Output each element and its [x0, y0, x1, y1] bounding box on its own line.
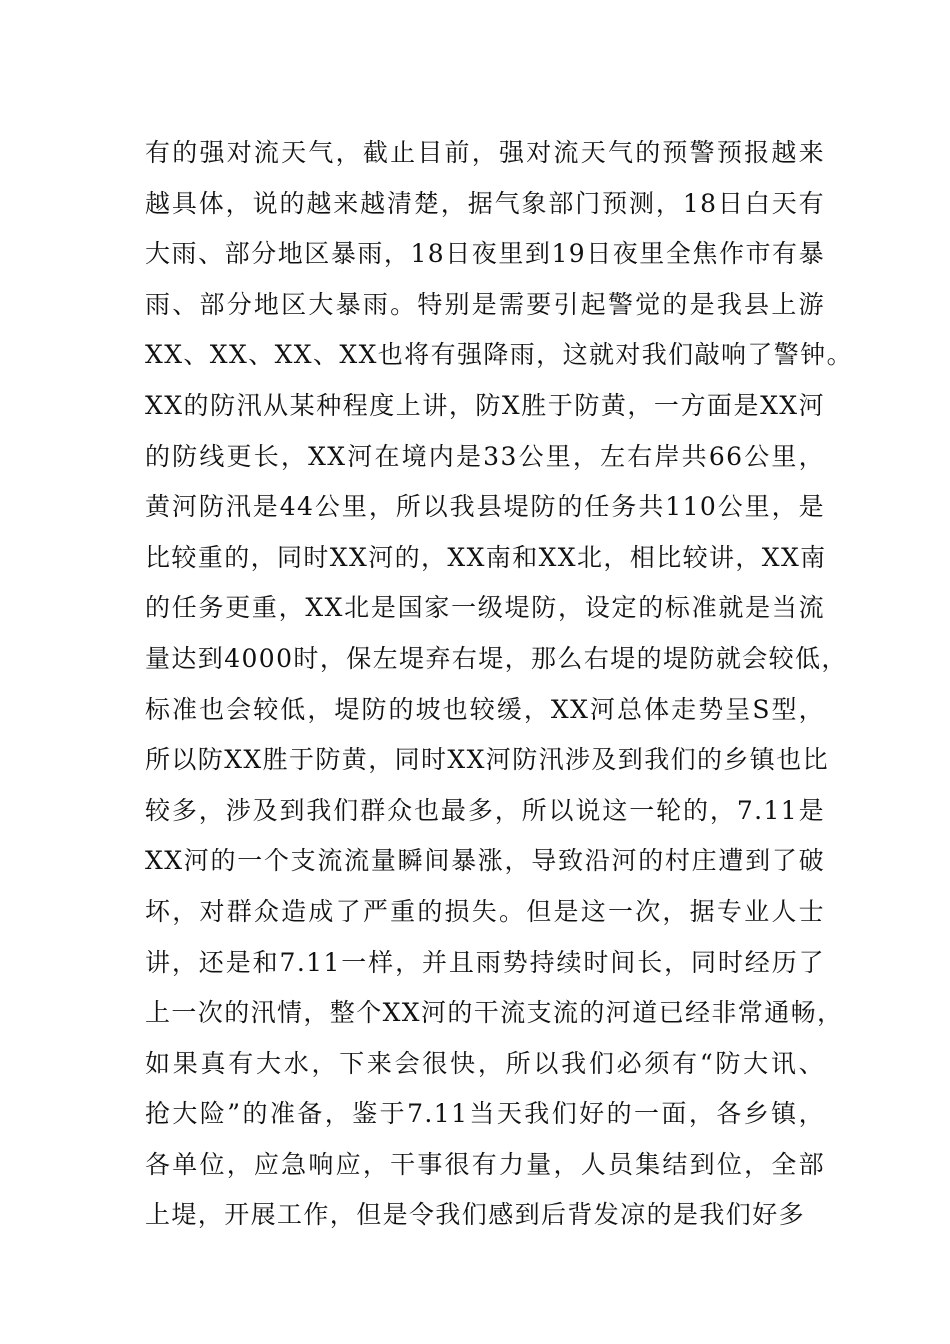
text-line: 比较重的，同时XX河的，XX南和XX北，相比较讲，XX南 — [145, 542, 827, 572]
text-line: XX、XX、XX、XX也将有强降雨，这就对我们敲响了警钟。 — [145, 340, 853, 370]
text-line: 上一次的汛情，整个XX河的干流支流的河道已经非常通畅， — [145, 998, 844, 1028]
text-line: 抢大险”的准备，鉴于7.11当天我们好的一面，各乡镇， — [145, 1099, 825, 1129]
text-line: 如果真有大水，下来会很快，所以我们必须有“防大讯、 — [145, 1048, 825, 1078]
text-line: 讲，还是和7.11一样，并且雨势持续时间长，同时经历了 — [145, 947, 825, 977]
text-line: 所以防XX胜于防黄，同时XX河防汛涉及到我们的乡镇也比 — [145, 745, 829, 775]
text-line: 坏，对群众造成了严重的损失。但是这一次，据专业人士 — [145, 896, 825, 926]
text-line: 越具体，说的越来越清楚，据气象部门预测，18日白天有 — [145, 188, 825, 218]
text-line: 各单位，应急响应，干事很有力量，人员集结到位，全部 — [145, 1149, 825, 1179]
body-text — [145, 128, 853, 1241]
text-line: 的防线更长，XX河在境内是33公里，左右岸共66公里， — [145, 441, 825, 471]
text-line: 较多，涉及到我们群众也最多，所以说这一轮的，7.11是 — [145, 795, 825, 825]
text-line: 的任务更重，XX北是国家一级堤防，设定的标准就是当流 — [145, 593, 825, 623]
text-line: 上堤，开展工作，但是令我们感到后背发凉的是我们好多 — [145, 1200, 806, 1230]
text-line: XX的防汛从某种程度上讲，防X胜于防黄，一方面是XX河 — [145, 390, 825, 420]
text-line: 有的强对流天气，截止目前，强对流天气的预警预报越来 — [145, 138, 825, 167]
text-line: 黄河防汛是44公里，所以我县堤防的任务共110公里，是 — [145, 492, 825, 522]
text-line: XX河的一个支流流量瞬间暴涨，导致沿河的村庄遭到了破 — [145, 846, 825, 876]
text-line: 标准也会较低，堤防的坡也较缓，XX河总体走势呈S型， — [145, 694, 825, 724]
text-line: 雨、部分地区大暴雨。特别是需要引起警觉的是我县上游 — [145, 289, 825, 319]
text-line: 大雨、部分地区暴雨，18日夜里到19日夜里全焦作市有暴 — [145, 239, 825, 269]
text-line: 量达到4000时，保左堤弃右堤，那么右堤的堤防就会较低， — [145, 643, 848, 673]
